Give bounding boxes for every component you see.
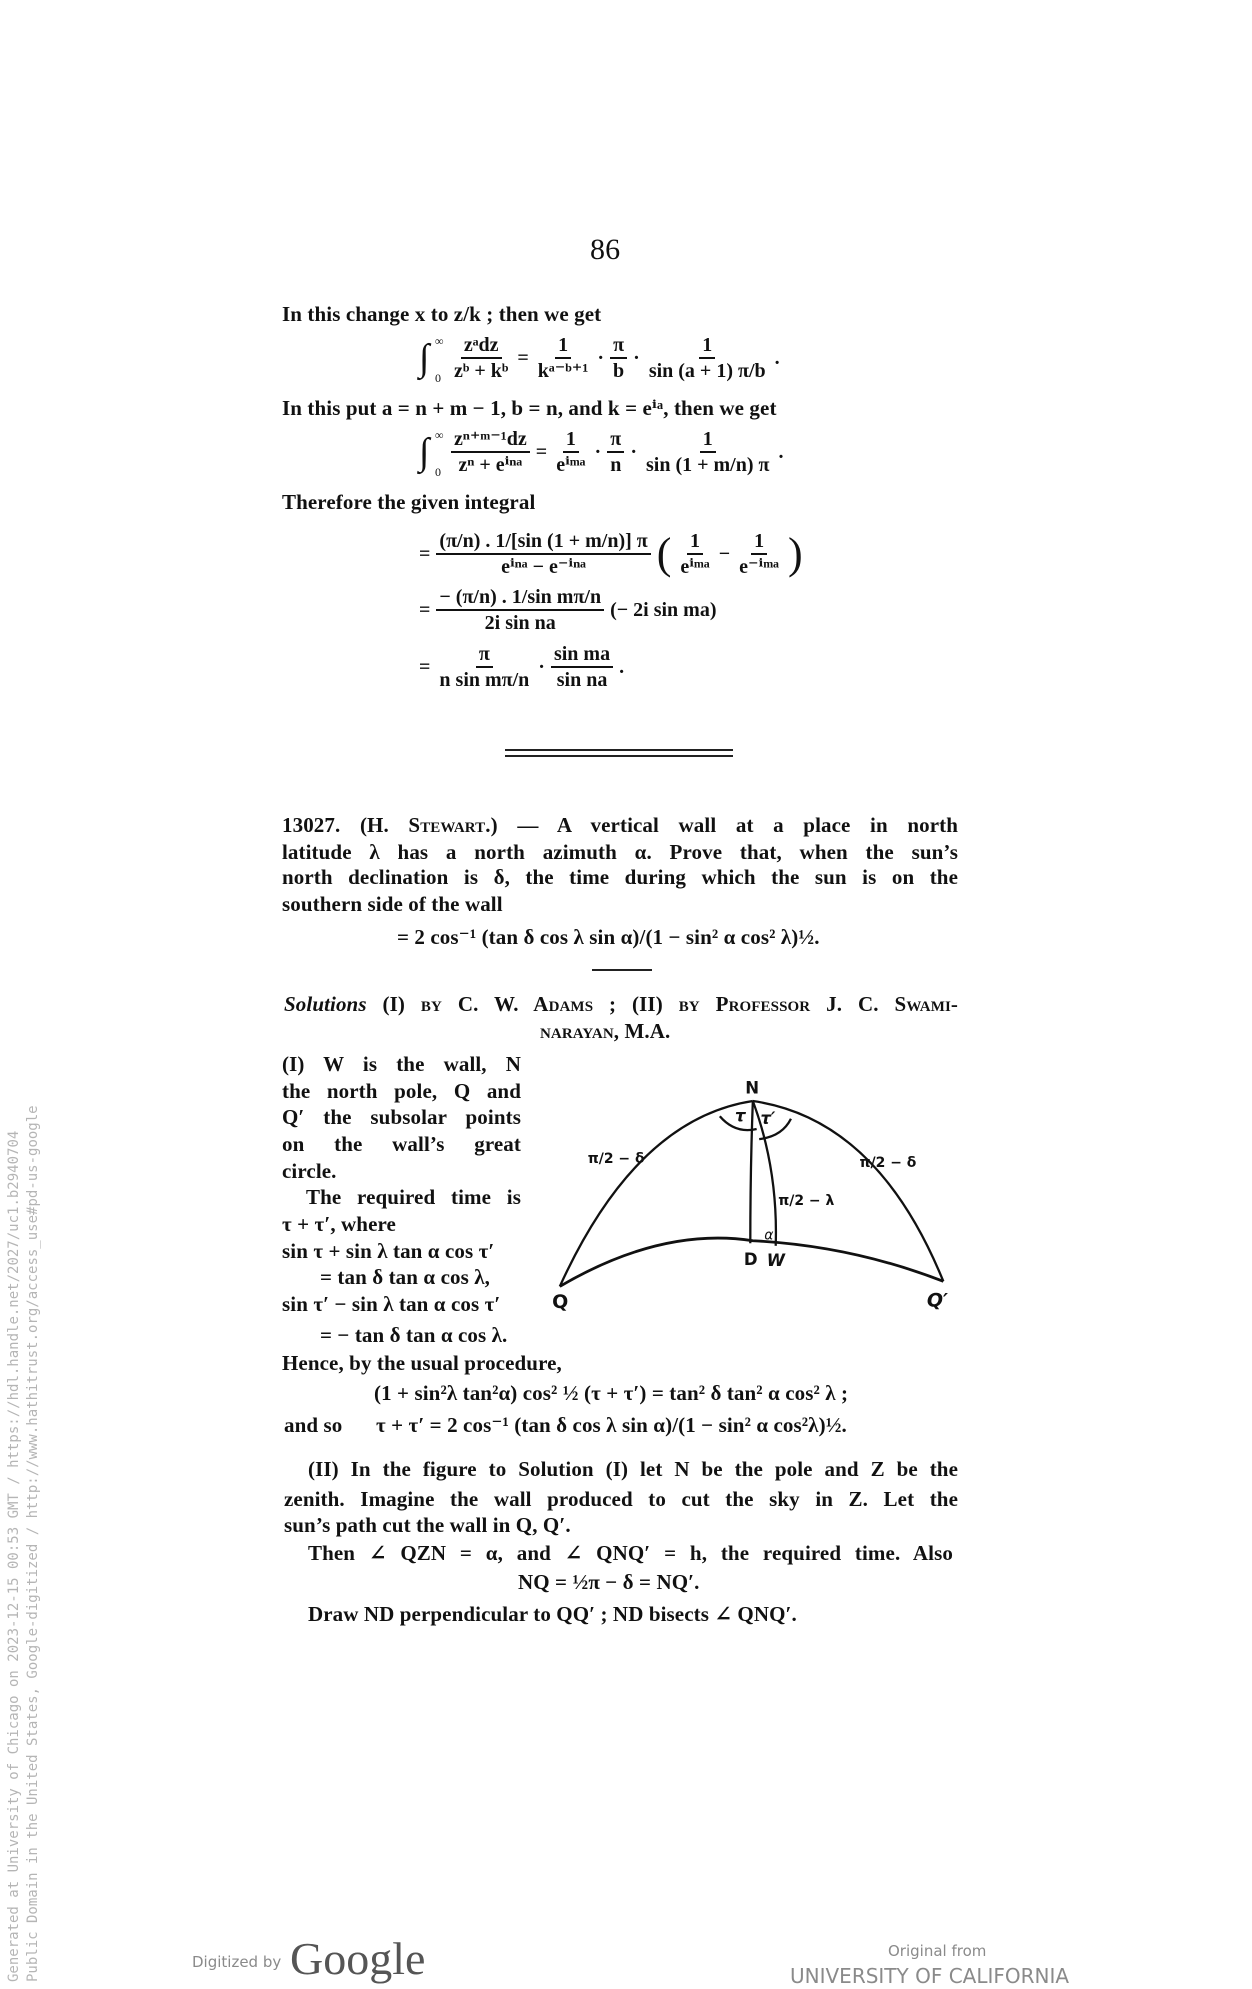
fraction: $\frac{1}{\text{eⁱᵐᵃ}}$ bbox=[680, 530, 710, 578]
solution1-formula1: (1 + sin²λ tan²α) cos² ½ (τ + τ′) = tan² δ tan² α cos² λ ; bbox=[374, 1381, 849, 1405]
question-line: 13027. (H. Stewart.) — A vertical wall at a place in north bbox=[282, 813, 959, 837]
arc-NQ bbox=[560, 1101, 753, 1286]
label-Q: Q bbox=[552, 1291, 569, 1314]
fraction: $\frac{\text{− (π/n) . 1/sin mπ/n}}{\text{2i sin na}}$ bbox=[436, 586, 604, 634]
integral-sign: ∫ ∞ 0 bbox=[419, 334, 444, 385]
line-ND bbox=[750, 1101, 753, 1243]
fraction: $\frac{\pi}{n}$ bbox=[607, 428, 624, 476]
solution1-line: τ + τ′, where bbox=[282, 1212, 396, 1236]
solution2-nq: NQ = ½π − δ = NQ′. bbox=[518, 1570, 700, 1594]
fraction: $\frac{1}{\text{e⁻ⁱᵐᵃ}}$ bbox=[739, 530, 780, 578]
integral-sign: ∫ ∞ 0 bbox=[419, 428, 444, 479]
solution1-line: = − tan δ tan α cos λ. bbox=[320, 1323, 508, 1347]
fraction: $\frac{\text{zᵃdz}}{\text{zᵇ + kᵇ}}$ bbox=[454, 334, 509, 382]
label-pi2-delta-right: π/2 − δ bbox=[859, 1155, 917, 1172]
short-rule bbox=[592, 969, 652, 971]
solution2-line: (II) In the figure to Solution (I) let N be the pole and Z be the bbox=[308, 1457, 958, 1481]
solution1-line: on the wall’s great bbox=[282, 1132, 521, 1156]
section-double-rule bbox=[505, 755, 733, 757]
digitized-by-label: Digitized by bbox=[192, 1953, 282, 1971]
label-N: N bbox=[745, 1078, 760, 1098]
solutions-heading: Solutions (I) by C. W. Adams ; (II) by Professor J. C. Swami- bbox=[284, 992, 958, 1016]
solution1-line: the north pole, Q and bbox=[282, 1079, 521, 1103]
original-from-label: Original from bbox=[888, 1942, 987, 1960]
page-number: 86 bbox=[590, 233, 621, 266]
watermark-line-2: Public Domain in the United States, Google-digitized / http://www.hathitrust.org/access_use#pd-us-google bbox=[25, 1105, 41, 1982]
equation-3: = $\frac{(\pi/n) . 1/[\sin (1 + m/n)] \pi}{\text{eⁱⁿᵃ − e⁻ⁱⁿᵃ}}$ ( $\frac{1}{\text{eⁱᵐᵃ}}$ − $\frac{1}{\text{e⁻ⁱᵐᵃ}}$ ) bbox=[419, 529, 803, 578]
text-line: In this change x to z/k ; then we get bbox=[282, 302, 602, 326]
equation-1: ∫ ∞ 0 $\frac{\text{zᵃdz}}{\text{zᵇ + kᵇ}}$ = $\frac{1}{\text{kᵃ⁻ᵇ⁺¹}}$ · $\frac{\pi}{b}$ · $\frac{1}{\sin (a + 1) \pi/b}$ . bbox=[419, 334, 780, 385]
question-formula: = 2 cos⁻¹ (tan δ cos λ sin α)/(1 − sin² α cos² λ)½. bbox=[397, 925, 820, 949]
solution1-line: (I) W is the wall, N bbox=[282, 1052, 521, 1076]
label-tau: τ bbox=[735, 1106, 746, 1126]
text-line: Therefore the given integral bbox=[282, 490, 536, 514]
solution1-line: The required time is bbox=[306, 1185, 521, 1209]
solution1-line: sin τ′ − sin λ tan α cos τ′ bbox=[282, 1292, 501, 1316]
solution1-line: circle. bbox=[282, 1159, 337, 1183]
fraction: $\frac{1}{\text{kᵃ⁻ᵇ⁺¹}}$ bbox=[537, 334, 589, 382]
equation-4: = $\frac{\text{− (π/n) . 1/sin mπ/n}}{\text{2i sin na}}$ (− 2i sin ma) bbox=[419, 586, 717, 634]
question-line: latitude λ has a north azimuth α. Prove that, when the sun’s bbox=[282, 840, 958, 864]
question-line: southern side of the wall bbox=[282, 892, 503, 916]
solution2-then: Then ∠ QZN = α, and ∠ QNQ′ = h, the required time. Also bbox=[308, 1541, 953, 1565]
solution2-line: zenith. Imagine the wall produced to cut the sky in Z. Let the bbox=[284, 1487, 958, 1511]
fraction: $\frac{\text{sin ma}}{\text{sin na}}$ bbox=[551, 643, 613, 691]
section-double-rule bbox=[505, 749, 733, 751]
text-line: In this put a = n + m − 1, b = n, and k = eⁱᵃ, then we get bbox=[282, 396, 777, 420]
label-tau-prime: τ′ bbox=[760, 1108, 776, 1128]
equation-5: = $\frac{\pi}{\text{n sin mπ/n}}$ · $\frac{\text{sin ma}}{\text{sin na}}$ . bbox=[419, 643, 625, 691]
fraction: $\frac{1}{\sin (a + 1) \pi/b}$ bbox=[648, 334, 766, 382]
label-W: W bbox=[766, 1251, 786, 1271]
solution2-line: sun’s path cut the wall in Q, Q′. bbox=[284, 1513, 571, 1537]
solution1-formula2: τ + τ′ = 2 cos⁻¹ (tan δ cos λ sin α)/(1 − sin² α cos²λ)½. bbox=[376, 1413, 847, 1437]
fraction: $\frac{(\pi/n) . 1/[\sin (1 + m/n)] \pi}{\text{eⁱⁿᵃ − e⁻ⁱⁿᵃ}}$ bbox=[436, 530, 650, 578]
watermark-line-1: Generated at University of Chicago on 2023-12-15 00:53 GMT / https://hdl.handle.net/2027/uc1.b2940704 bbox=[6, 1130, 22, 1982]
solution2-draw: Draw ND perpendicular to QQ′ ; ND bisects ∠ QNQ′. bbox=[308, 1602, 797, 1626]
label-pi2-delta-left: π/2 − δ bbox=[587, 1151, 645, 1168]
label-Q-prime: Q′ bbox=[926, 1289, 949, 1312]
university-label: UNIVERSITY OF CALIFORNIA bbox=[790, 1964, 1070, 1988]
fraction: $\frac{\text{zⁿ⁺ᵐ⁻¹dz}}{\text{zⁿ + eⁱⁿᵃ}}$ bbox=[451, 428, 530, 476]
fraction: $\frac{\pi}{\text{n sin mπ/n}}$ bbox=[439, 643, 530, 691]
solution1-line: = tan δ tan α cos λ, bbox=[320, 1265, 490, 1289]
label-pi2-lambda: π/2 − λ bbox=[778, 1193, 835, 1210]
fraction: $\frac{1}{\sin (1 + m/n) \pi}$ bbox=[646, 428, 770, 476]
spherical-triangle-figure bbox=[547, 1068, 979, 1322]
equation-2: ∫ ∞ 0 $\frac{\text{zⁿ⁺ᵐ⁻¹dz}}{\text{zⁿ + eⁱⁿᵃ}}$ = $\frac{1}{\text{eⁱᵐᵃ}}$ · $\frac{\pi}{n}$ · $\frac{1}{\sin (1 + m/n) \pi}$ . bbox=[419, 428, 784, 479]
solution1-and-so: and so bbox=[284, 1413, 343, 1437]
solution1-line: Q′ the subsolar points bbox=[282, 1105, 521, 1129]
label-D: D bbox=[743, 1249, 758, 1269]
solutions-heading-cont: narayan, M.A. bbox=[540, 1019, 671, 1043]
solution1-hence: Hence, by the usual procedure, bbox=[282, 1351, 562, 1375]
question-author: (H. Stewart.) bbox=[359, 813, 498, 837]
question-line: north declination is δ, the time during which the sun is on the bbox=[282, 865, 958, 889]
solution1-line: sin τ + sin λ tan α cos τ′ bbox=[282, 1239, 495, 1263]
label-alpha: α bbox=[764, 1227, 774, 1244]
fraction: $\frac{\pi}{b}$ bbox=[610, 334, 627, 382]
question-number: 13027. bbox=[282, 813, 341, 837]
fraction: $\frac{1}{\text{eⁱᵐᵃ}}$ bbox=[556, 428, 586, 476]
google-logo: Google bbox=[290, 1933, 426, 1984]
